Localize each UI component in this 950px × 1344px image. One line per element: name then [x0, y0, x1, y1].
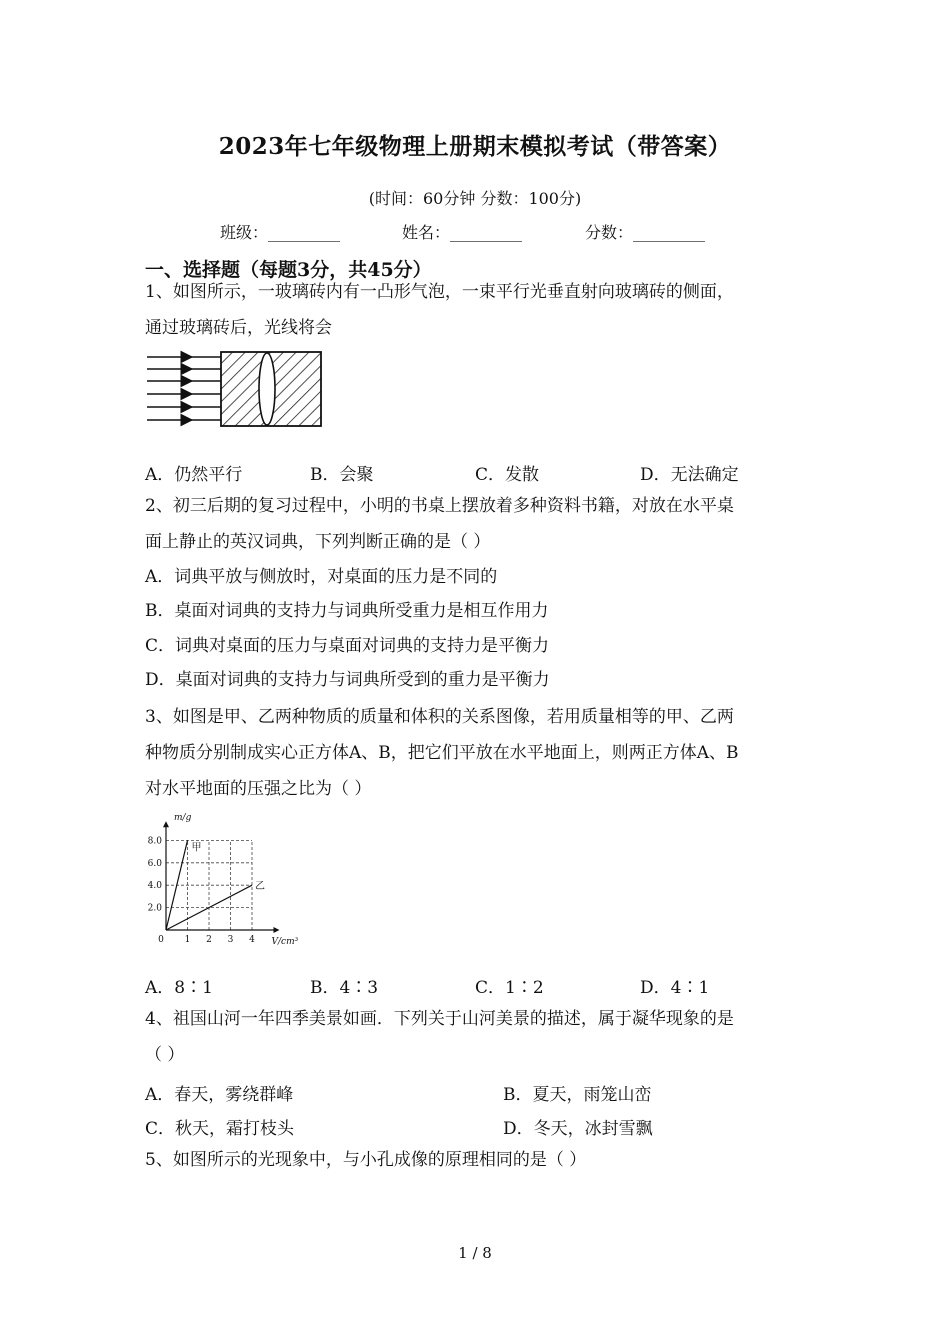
page-number: 1 / 8 [458, 1244, 492, 1262]
q3-option-a: A．8∶1 [145, 978, 213, 998]
q3-text-line2: 种物质分别制成实心正方体A、B，把它们平放在水平地面上，则两正方体A、B [145, 743, 739, 763]
x-tick-label: 4 [249, 935, 255, 945]
q2-option-c: C．词典对桌面的压力与桌面对词典的支持力是平衡力 [145, 636, 550, 656]
y-axis-label: m/g [174, 813, 192, 823]
series-label-jia: 甲 [191, 842, 202, 854]
name-field: 姓名：_________ [402, 223, 523, 242]
section-heading: 一、选择题（每题3分，共45分） [145, 259, 432, 281]
x-axis-arrow [274, 927, 280, 933]
parallel-light-rays [147, 357, 221, 420]
q3-option-c: C．1∶2 [475, 978, 544, 998]
y-tick-label: 8.0 [147, 836, 162, 847]
q4-option-b: B．夏天，雨笼山峦 [503, 1085, 652, 1105]
q4-option-d: D．冬天，冰封雪飘 [503, 1119, 653, 1139]
q4-option-a: A．春天，雾绕群峰 [145, 1085, 294, 1105]
q3-text-line1: 3、如图是甲、乙两种物质的质量和体积的关系图像，若用质量相等的甲、乙两 [145, 707, 734, 727]
x-tick-label: 3 [227, 935, 234, 945]
series-line-jia [166, 840, 188, 930]
q1-option-d: D．无法确定 [640, 465, 739, 485]
y-tick-label: 4.0 [147, 881, 162, 892]
score-field: 分数：_________ [585, 223, 706, 242]
y-tick-label: 6.0 [147, 858, 162, 869]
q3-text-line3: 对水平地面的压强之比为（ ） [145, 779, 372, 799]
class-field: 班级：_________ [220, 223, 341, 242]
page-title: 2023年七年级物理上册期末模拟考试（带答案） [218, 133, 732, 160]
q5-text-line1: 5、如图所示的光现象中，与小孔成像的原理相同的是（ ） [145, 1150, 587, 1170]
air-bubble [259, 353, 275, 425]
q1-text-line1: 1、如图所示，一玻璃砖内有一凸形气泡，一束平行光垂直射向玻璃砖的侧面， [145, 282, 734, 302]
q3-option-d: D．4∶1 [640, 978, 710, 998]
q2-option-d: D．桌面对词典的支持力与词典所受到的重力是平衡力 [145, 670, 550, 690]
mass-volume-chart [140, 808, 305, 950]
q1-option-b: B．会聚 [310, 465, 374, 485]
q1-text-line2: 通过玻璃砖后，光线将会 [145, 318, 332, 338]
q2-text-line2: 面上静止的英汉词典，下列判断正确的是（ ） [145, 532, 491, 552]
x-tick-label: 1 [184, 935, 191, 945]
q2-option-b: B．桌面对词典的支持力与词典所受重力是相互作用力 [145, 601, 549, 621]
exam-subtitle: (时间：60分钟 分数：100分) [368, 189, 582, 208]
q1-option-a: A．仍然平行 [145, 465, 243, 485]
y-axis-arrow [163, 821, 169, 827]
y-tick-label: 2.0 [147, 903, 162, 914]
x-tick-label: 0 [158, 935, 164, 945]
q1-option-c: C．发散 [475, 465, 540, 485]
q4-text-line2: （ ） [145, 1045, 185, 1065]
q4-option-c: C．秋天，霜打枝头 [145, 1119, 295, 1139]
series-label-yi: 乙 [255, 881, 265, 893]
glass-brick-figure [145, 350, 325, 428]
q2-text-line1: 2、初三后期的复习过程中，小明的书桌上摆放着多种资料书籍，对放在水平桌 [145, 496, 734, 516]
q4-text-line1: 4、祖国山河一年四季美景如画．下列关于山河美景的描述，属于凝华现象的是 [145, 1009, 734, 1029]
x-tick-label: 2 [206, 935, 212, 945]
q3-option-b: B．4∶3 [310, 978, 379, 998]
q2-option-a: A．词典平放与侧放时，对桌面的压力是不同的 [145, 567, 498, 587]
x-axis-label: V/cm³ [271, 937, 299, 947]
